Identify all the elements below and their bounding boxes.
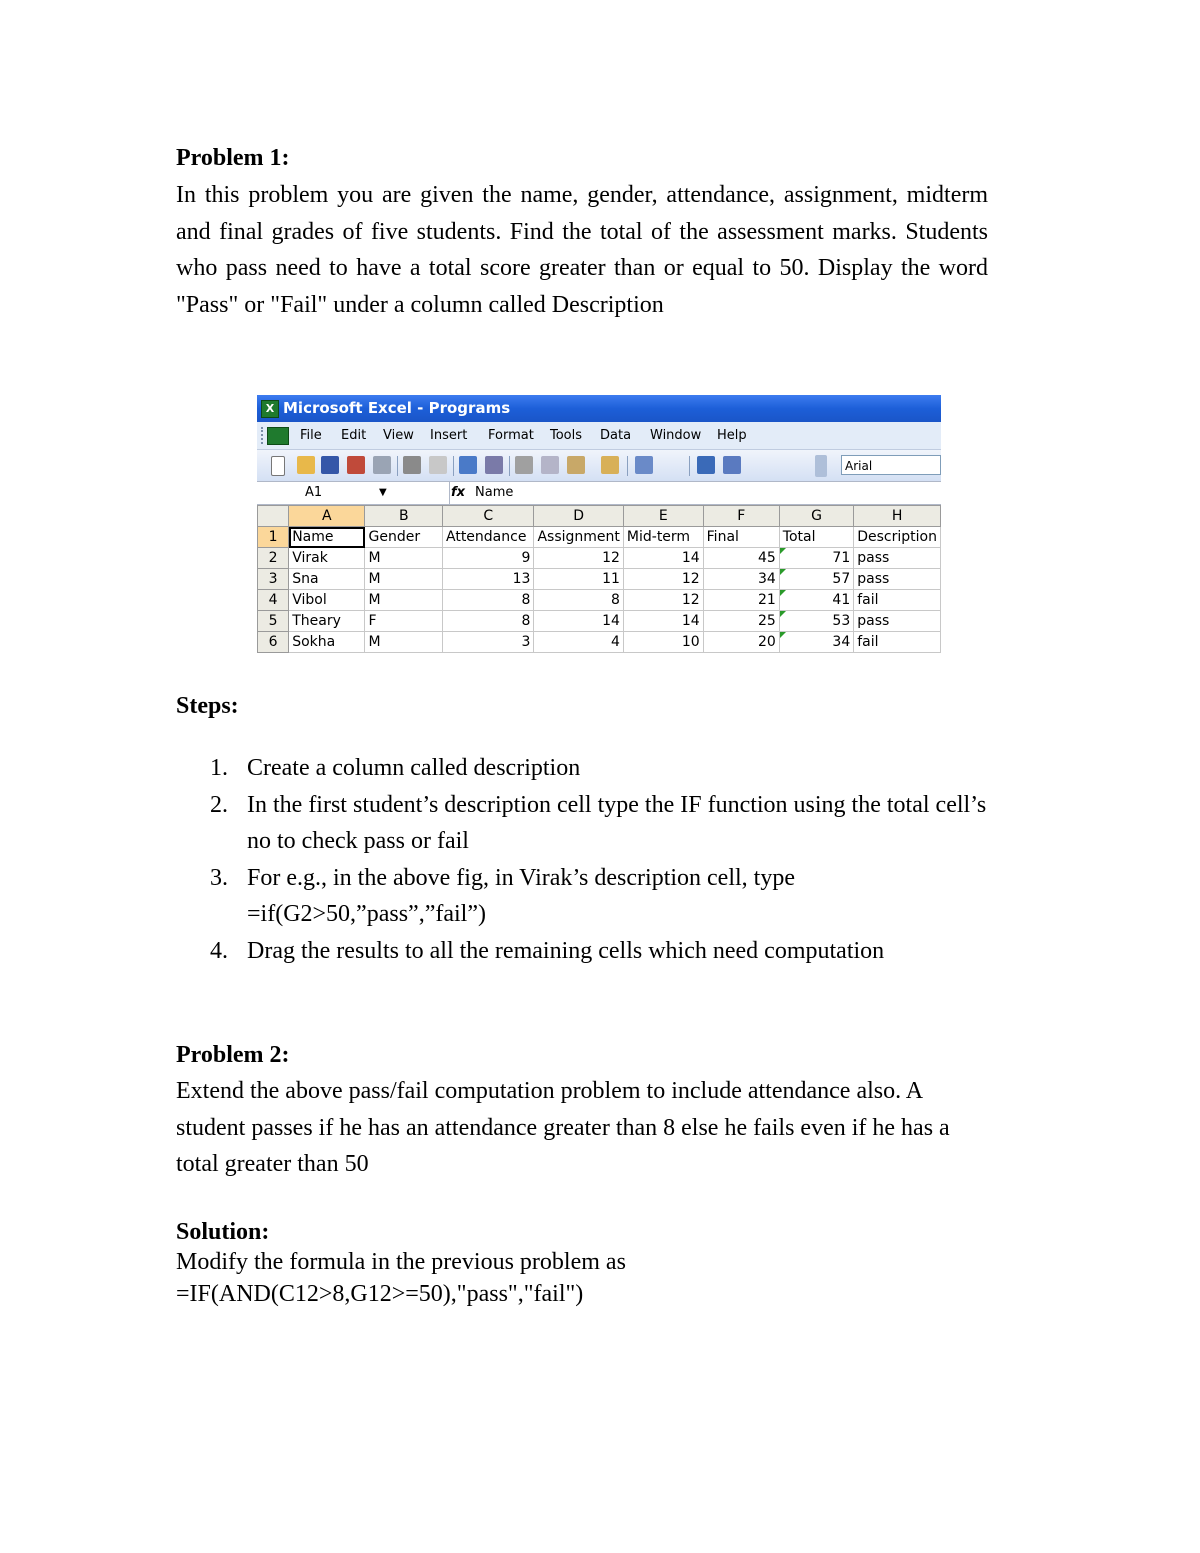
function-icon[interactable]: fx: [451, 485, 466, 500]
header-cell[interactable]: Attendance: [443, 527, 534, 548]
excel-screenshot: [257, 395, 941, 657]
menu-view[interactable]: View: [383, 428, 414, 443]
table-row: [258, 569, 941, 590]
row-header[interactable]: 1: [258, 527, 289, 548]
undo-icon[interactable]: [635, 456, 653, 474]
excel-title-bar: [257, 395, 941, 422]
print-preview-icon[interactable]: [429, 456, 447, 474]
new-icon[interactable]: [271, 456, 285, 476]
problem-1-title: Problem 1:: [176, 145, 290, 171]
table-row: [258, 548, 941, 569]
column-header[interactable]: C: [443, 506, 534, 527]
assignment-cell[interactable]: 8: [534, 590, 623, 611]
total-cell[interactable]: 41: [779, 590, 853, 611]
workbook-icon[interactable]: [267, 427, 289, 445]
list-number: 4.: [210, 937, 228, 964]
excel-toolbar: [257, 449, 941, 481]
menu-help[interactable]: Help: [717, 428, 747, 443]
sort-descending-icon[interactable]: [723, 456, 741, 474]
attendance-cell[interactable]: 8: [443, 590, 534, 611]
name-box[interactable]: [257, 482, 450, 504]
spreadsheet-grid: [257, 505, 941, 653]
column-header[interactable]: G: [779, 506, 853, 527]
menu-edit[interactable]: Edit: [341, 428, 367, 443]
toolbar-separator: [627, 456, 628, 476]
header-cell[interactable]: Total: [779, 527, 853, 548]
toolbar-separator: [689, 456, 690, 476]
permission-icon[interactable]: [347, 456, 365, 474]
toolbar-options-icon[interactable]: [815, 455, 827, 477]
excel-menu-bar: [257, 422, 941, 449]
total-cell[interactable]: 71: [779, 548, 853, 569]
table-row: [258, 632, 941, 653]
attendance-cell[interactable]: 13: [443, 569, 534, 590]
sort-ascending-icon[interactable]: [697, 456, 715, 474]
column-header[interactable]: H: [854, 506, 941, 527]
list-number: 1.: [210, 755, 228, 781]
step-text: Drag the results to all the remaining cells which need computation: [247, 937, 885, 964]
name-box-value: A1: [305, 485, 323, 500]
menu-insert[interactable]: Insert: [430, 428, 468, 443]
list-item: [176, 860, 988, 933]
menu-window[interactable]: Window: [650, 428, 702, 443]
list-item: [176, 787, 988, 860]
final-cell[interactable]: 21: [703, 590, 779, 611]
description-cell[interactable]: fail: [854, 632, 941, 653]
copy-icon[interactable]: [541, 456, 559, 474]
name-cell[interactable]: Sna: [289, 569, 365, 590]
research-icon[interactable]: [485, 456, 503, 474]
column-header[interactable]: A: [289, 506, 365, 527]
total-cell[interactable]: 34: [779, 632, 853, 653]
header-cell[interactable]: Name: [289, 527, 365, 548]
attendance-cell[interactable]: 9: [443, 548, 534, 569]
row-header[interactable]: 5: [258, 611, 289, 632]
step-text: For e.g., in the above fig, in Virak’s description cell, type =if(G2>50,”pass”,”fail”): [247, 864, 795, 927]
paste-icon[interactable]: [567, 456, 585, 474]
description-cell[interactable]: pass: [854, 569, 941, 590]
solution-line: Modify the formula in the previous problem as: [176, 1249, 626, 1275]
midterm-cell[interactable]: 12: [623, 569, 703, 590]
assignment-cell[interactable]: 11: [534, 569, 623, 590]
step-text: In the first student’s description cell type the IF function using the total cell’s no to check pass or fail: [247, 791, 987, 854]
toolbar-separator: [453, 456, 454, 476]
list-item: [176, 933, 988, 970]
header-cell[interactable]: Mid-term: [623, 527, 703, 548]
header-cell[interactable]: Assignment: [534, 527, 623, 548]
gender-cell[interactable]: M: [365, 569, 443, 590]
name-cell[interactable]: Sokha: [289, 632, 365, 653]
problem-2-title: Problem 2:: [176, 1042, 290, 1068]
step-text: Create a column called description: [247, 755, 581, 781]
attendance-cell[interactable]: 3: [443, 632, 534, 653]
menu-data[interactable]: Data: [600, 428, 632, 443]
table-row: [258, 590, 941, 611]
column-header[interactable]: F: [703, 506, 779, 527]
print-icon[interactable]: [403, 456, 421, 474]
total-cell[interactable]: 53: [779, 611, 853, 632]
total-cell[interactable]: 57: [779, 569, 853, 590]
gender-cell[interactable]: M: [365, 590, 443, 611]
assignment-cell[interactable]: 4: [534, 632, 623, 653]
font-name-box[interactable]: Arial: [841, 455, 941, 475]
cut-icon[interactable]: [515, 456, 533, 474]
formula-bar: [257, 481, 941, 505]
solution-text: [176, 1246, 988, 1310]
column-header-row: [258, 506, 941, 527]
table-row: [258, 611, 941, 632]
excel-window-title: Microsoft Excel - Programs: [283, 399, 511, 417]
final-cell[interactable]: 45: [703, 548, 779, 569]
row-header[interactable]: 3: [258, 569, 289, 590]
midterm-cell[interactable]: 12: [623, 590, 703, 611]
list-number: 2.: [210, 791, 228, 818]
assignment-cell[interactable]: 12: [534, 548, 623, 569]
menu-tools[interactable]: Tools: [550, 428, 583, 443]
midterm-cell[interactable]: 14: [623, 611, 703, 632]
save-icon[interactable]: [321, 456, 339, 474]
column-header[interactable]: D: [534, 506, 623, 527]
description-cell[interactable]: pass: [854, 611, 941, 632]
menu-format[interactable]: Format: [488, 428, 534, 443]
assignment-cell[interactable]: 14: [534, 611, 623, 632]
name-cell[interactable]: Vibol: [289, 590, 365, 611]
header-cell[interactable]: Gender: [365, 527, 443, 548]
select-all-corner[interactable]: [258, 506, 289, 527]
attendance-cell[interactable]: 8: [443, 611, 534, 632]
final-cell[interactable]: 34: [703, 569, 779, 590]
final-cell[interactable]: 20: [703, 632, 779, 653]
final-cell[interactable]: 25: [703, 611, 779, 632]
open-icon[interactable]: [297, 456, 315, 474]
name-cell[interactable]: Virak: [289, 548, 365, 569]
name-box-dropdown-icon[interactable]: ▼: [379, 487, 387, 498]
table-header-row: [258, 527, 941, 548]
steps-list: [176, 750, 988, 969]
column-header[interactable]: B: [365, 506, 443, 527]
problem-2-text: Extend the above pass/fail computation problem to include attendance also. A student passes if he has an attendance greater than 8 else he fails even if he has a total greater than 50: [176, 1078, 950, 1177]
description-cell[interactable]: fail: [854, 590, 941, 611]
email-icon[interactable]: [373, 456, 391, 474]
header-cell[interactable]: Final: [703, 527, 779, 548]
spelling-icon[interactable]: [459, 456, 477, 474]
formula-value[interactable]: Name: [475, 485, 514, 500]
row-header[interactable]: 6: [258, 632, 289, 653]
steps-title: Steps:: [176, 693, 239, 719]
column-header[interactable]: E: [623, 506, 703, 527]
solution-title: Solution:: [176, 1219, 270, 1245]
excel-icon: X: [261, 400, 279, 418]
midterm-cell[interactable]: 10: [623, 632, 703, 653]
row-header[interactable]: 2: [258, 548, 289, 569]
name-cell[interactable]: Theary: [289, 611, 365, 632]
row-header[interactable]: 4: [258, 590, 289, 611]
gender-cell[interactable]: M: [365, 632, 443, 653]
list-number: 3.: [210, 864, 228, 891]
solution-formula: =IF(AND(C12>8,G12>=50),"pass","fail"): [176, 1281, 584, 1307]
toolbar-separator: [397, 456, 398, 476]
menu-grip-icon: [261, 427, 266, 444]
midterm-cell[interactable]: 14: [623, 548, 703, 569]
gender-cell[interactable]: F: [365, 611, 443, 632]
menu-file[interactable]: File: [300, 428, 322, 443]
format-painter-icon[interactable]: [601, 456, 619, 474]
gender-cell[interactable]: M: [365, 548, 443, 569]
toolbar-separator: [509, 456, 510, 476]
problem-1-text: In this problem you are given the name, gender, attendance, assignment, midterm and final grades of five students. Find the total of the assessment marks. Students who pass need to have a total score greater than or equal to 50. Display the word "Pass" or "Fail" under a column called Description: [176, 182, 988, 318]
header-cell[interactable]: Description: [854, 527, 941, 548]
list-item: [176, 750, 988, 787]
description-cell[interactable]: pass: [854, 548, 941, 569]
